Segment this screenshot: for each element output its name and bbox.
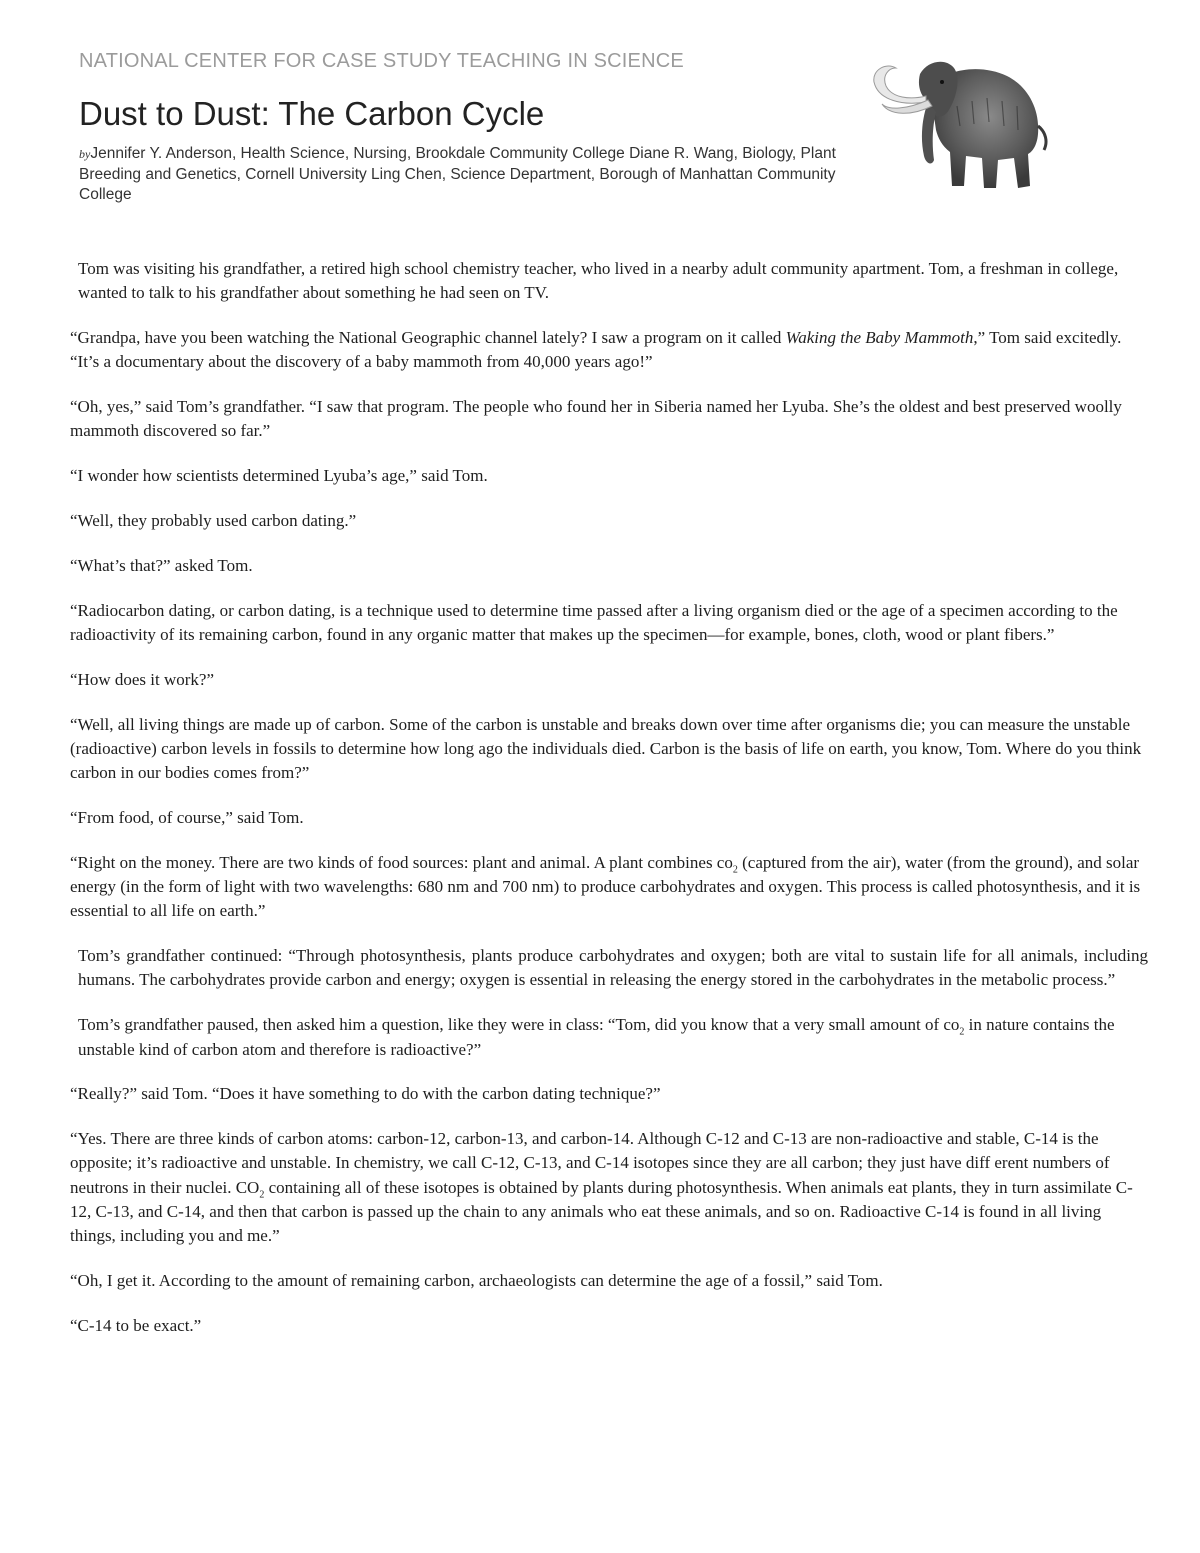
program-title: Waking the Baby Mammoth bbox=[785, 328, 974, 348]
paragraph: “Yes. There are three kinds of carbon atoms: carbon-12, carbon-13, and carbon-14. Although C-12 and C-13 are non-radioactive and stable, C-14 is the opposite; it’s radioactive and unstable. In chemistry, we call C-12, C-13, and C-14 isotopes since they are all carbon; they just have diff erent numbers of neutrons in their nuclei. $CO_2$ containing all of these isotopes is obtained by plants during photosynthesis. When animals eat plants, they in turn assimilate C-12, C-13, and C-14, and then that carbon is passed up the chain to any animals who eat these animals, and so on. Radioactive C-14 is found in all living things, including you and me.” bbox=[70, 1129, 1133, 1246]
author-line bbox=[79, 144, 859, 206]
document-title: Dust to Dust: The Carbon Cycle bbox=[79, 95, 545, 132]
paragraph: Tom was visiting his grandfather, a retired high school chemistry teacher, who lived in a nearby adult community apartment. Tom, a freshman in college, wanted to talk to his grandfather about something he had seen on TV. bbox=[78, 259, 1119, 303]
paragraph: “I wonder how scientists determined Lyuba’s age,” said Tom. bbox=[70, 466, 488, 486]
paragraph: “What’s that?” asked Tom. bbox=[70, 555, 253, 575]
authors-text: Jennifer Y. Anderson, Health Science, Nursing, Brookdale Community College Diane R. Wang, Biology, Plant Breeding and Genetics, Cornell University Ling Chen, Science Department, Borough of Manhattan Community College bbox=[79, 145, 836, 203]
document-header bbox=[79, 48, 869, 206]
case-study-text bbox=[70, 257, 1148, 1359]
paragraph: “Grandpa, have you been watching the National Geographic channel lately? I saw a program on it called Waking the Baby Mammoth,” Tom said excitedly. “It’s a documentary about the discovery of a baby mammoth from 40,000 years ago!” bbox=[70, 328, 1122, 372]
paragraph: “Radiocarbon dating, or carbon dating, is a technique used to determine time passed after a living organism died or the age of a specimen according to the radioactivity of its remaining carbon, found in any organic matter that makes up the specimen—for example, bones, cloth, wood or plant fibers.” bbox=[70, 600, 1118, 644]
paragraph: “Well, they probably used carbon dating.” bbox=[70, 511, 357, 531]
paragraph: “Well, all living things are made up of carbon. Some of the carbon is unstable and breaks down over time after organisms die; you can measure the unstable (radioactive) carbon levels in fossils to determine how long ago the individuals died. Carbon is the basis of life on earth, you know, Tom. Where do you think carbon in our bodies comes from?” bbox=[70, 714, 1142, 783]
paragraph: Tom’s grandfather continued: “Through photosynthesis, plants produce carbohydrates and oxygen; both are vital to sustain life for all animals, including humans. The carbohydrates provide carbon and energy; oxygen is essential in releasing the energy stored in the carbohydrates in the metabolic process.” bbox=[78, 946, 1148, 990]
paragraph: “From food, of course,” said Tom. bbox=[70, 807, 304, 827]
paragraph: “Oh, yes,” said Tom’s grandfather. “I saw that program. The people who found her in Siberia named her Lyuba. She’s the oldest and best preserved woolly mammoth discovered so far.” bbox=[70, 397, 1122, 441]
paragraph: Tom’s grandfather paused, then asked him a question, like they were in class: “Tom, did you know that a very small amount of $co_2$ in nature contains the unstable kind of carbon atom and therefore is radioactive?” bbox=[78, 1015, 1115, 1059]
paragraph: “C-14 to be exact.” bbox=[70, 1315, 202, 1335]
paragraph: “Oh, I get it. According to the amount of remaining carbon, archaeologists can determine the age of a fossil,” said Tom. bbox=[70, 1271, 883, 1291]
paragraph: “Really?” said Tom. “Does it have something to do with the carbon dating technique?” bbox=[70, 1084, 661, 1104]
paragraph: “How does it work?” bbox=[70, 669, 214, 689]
by-label: by bbox=[79, 147, 91, 161]
woolly-mammoth-icon bbox=[862, 46, 1052, 198]
paragraph: “Right on the money. There are two kinds of food sources: plant and animal. A plant combines $co_2$ (captured from the air), water (from the ground), and solar energy (in the form of light with two wavelengths: 680 nm and 700 nm) to produce carbohydrates and oxygen. This process is called photosynthesis, and it is essential to all life on earth.” bbox=[70, 852, 1141, 921]
organization-name: NATIONAL CENTER FOR CASE STUDY TEACHING IN SCIENCE bbox=[79, 50, 684, 72]
